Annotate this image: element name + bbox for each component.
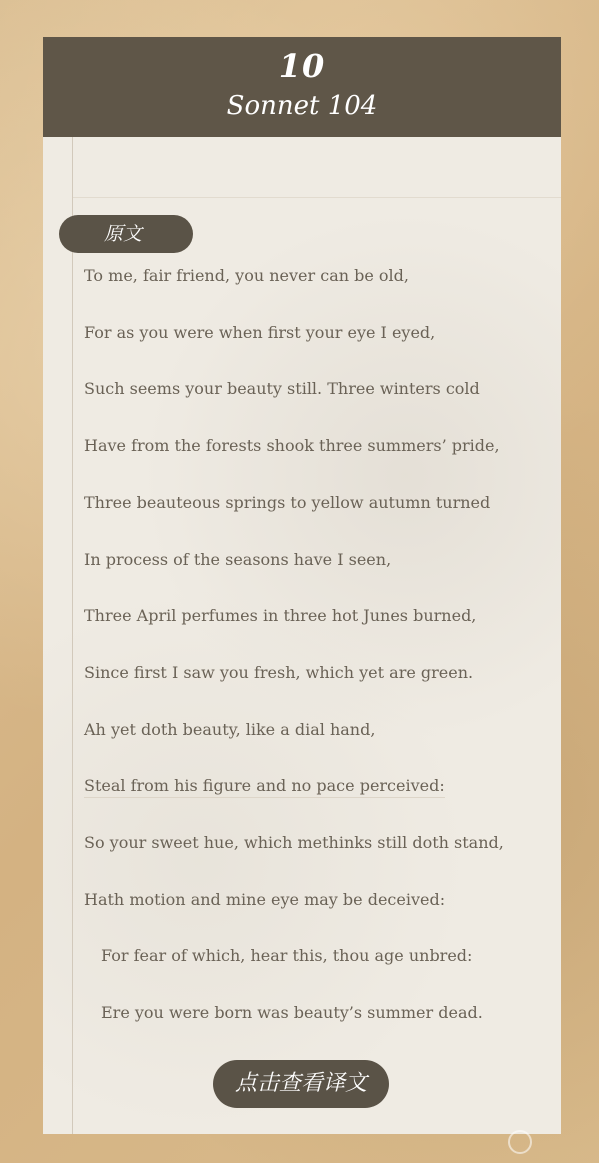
poem-line: Such seems your beauty still. Three winters cold xyxy=(84,379,480,398)
poem-line: Ah yet doth beauty, like a dial hand, xyxy=(84,720,376,739)
poem-line: Steal from his figure and no pace perceived: xyxy=(84,775,445,798)
poem-line: Three beauteous springs to yellow autumn turned xyxy=(84,493,491,512)
poem-title: Sonnet 104 xyxy=(226,91,378,121)
poem-line: Three April perfumes in three hot Junes burned, xyxy=(84,606,477,625)
card-header xyxy=(43,37,561,137)
circle-logo-icon xyxy=(508,1130,532,1154)
poem-line: Hath motion and mine eye may be deceived: xyxy=(84,890,446,909)
poem-card xyxy=(43,37,561,1134)
poem-line: To me, fair friend, you never can be old, xyxy=(84,266,409,285)
poem-line: Ere you were born was beauty’s summer dead. xyxy=(101,1003,483,1022)
original-text-label: 原文 xyxy=(59,215,193,253)
poem-line: For fear of which, hear this, thou age unbred: xyxy=(101,946,473,965)
poem-line: For as you were when first your eye I eyed, xyxy=(84,323,436,342)
margin-line xyxy=(72,137,73,1134)
poem-line: So your sweet hue, which methinks still doth stand, xyxy=(84,833,504,852)
poem-line: In process of the seasons have I seen, xyxy=(84,550,392,569)
ruled-line xyxy=(73,197,561,198)
watermark xyxy=(508,1127,596,1159)
poem-line: Since first I saw you fresh, which yet are green. xyxy=(84,663,474,682)
poem-number: 10 xyxy=(278,47,326,85)
poem-line: Have from the forests shook three summers’ pride, xyxy=(84,436,500,455)
view-translation-button[interactable]: 点击查看译文 xyxy=(213,1060,389,1108)
